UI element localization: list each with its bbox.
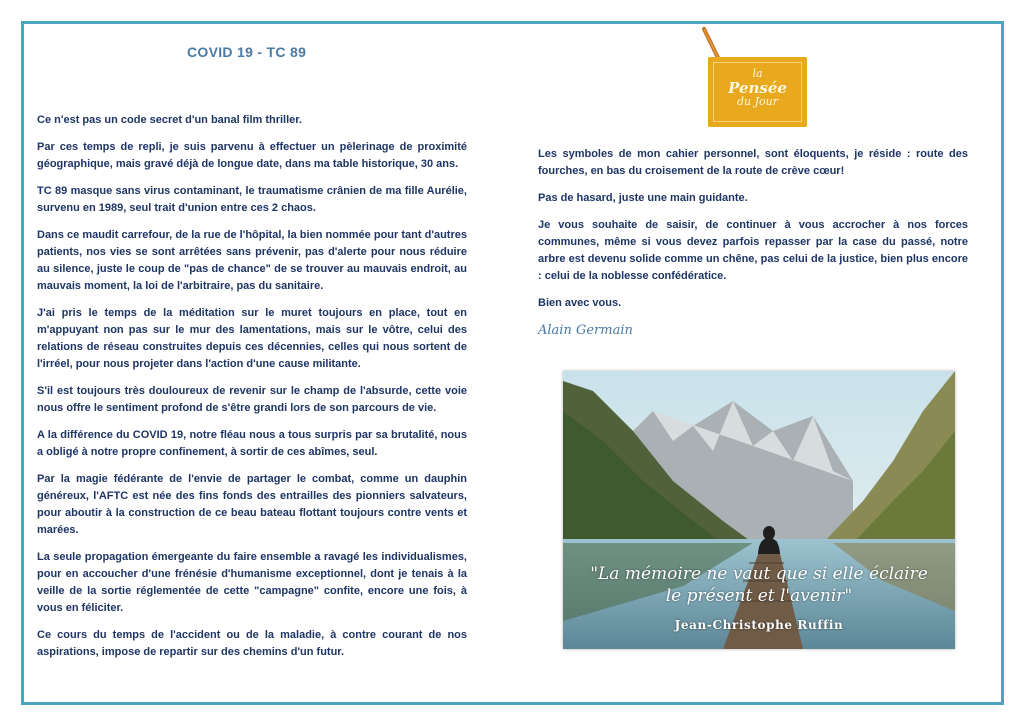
paragraph: Pas de hasard, juste une main guidante. — [538, 192, 748, 204]
paragraph: Dans ce maudit carrefour, de la rue de l'hôpital, la bien nommée pour tant d'autres patients, nos vies se sont arrêtées sans prévenir, pas d'alerte pour nous réduire au silence, juste le coup de "pas de chance" de se trouver au mauvais endroit, au mauvais moment, la loi de l'arbitraire, pas du sanitaire. — [37, 229, 467, 292]
pensee-du-jour-logo: la Pensée du Jour — [708, 57, 807, 127]
paragraph: Ce cours du temps de l'accident ou de la maladie, à contre courant de nos aspirations, impose de repartir sur des chemins d'un futur. — [37, 629, 467, 658]
paragraph: J'ai pris le temps de la méditation sur le muret toujours en place, tout en m'appuyant non pas sur le mur des lamentations, mais sur le vôtre, celui des relations de réseau construites depuis ces décennies, celles qui nous sortent de l'irréel, pour nous projeter dans l'action d'une cause militante. — [37, 307, 467, 370]
paragraph: A la différence du COVID 19, notre fléau nous a tous surpris par sa brutalité, nous a obligé à notre propre confinement, à sortir de ces abîmes, seul. — [37, 429, 467, 458]
paragraph: Les symboles de mon cahier personnel, sont éloquents, je réside : route des fourches, en bas du croisement de la route de crève cœur! — [538, 148, 968, 177]
page-title: COVID 19 - TC 89 — [187, 44, 307, 60]
paragraph: Par la magie fédérante de l'envie de partager le combat, comme un dauphin généreux, l'AFTC est née des fins fonds des entrailles des pionniers salvateurs, pour aboutir à la construction de ce beau bateau flottant toujours contre vents et marées. — [37, 473, 467, 536]
quote-author: Jean-Christophe Ruffin — [674, 618, 844, 632]
paragraph: S'il est toujours très douloureux de revenir sur le champ de l'absurde, cette voie nous offre le sentiment profond de s'être grandi lors de son parcours de vie. — [37, 385, 467, 414]
quote-photo — [563, 371, 955, 649]
right-column — [538, 146, 968, 339]
signature: Alain Germain — [538, 323, 633, 338]
lake-landscape-image — [563, 371, 955, 649]
left-column — [37, 112, 467, 671]
paragraph: Bien avec vous. — [538, 297, 622, 309]
paragraph: Par ces temps de repli, je suis parvenu à effectuer un pèlerinage de proximité géographique, mais gravé déjà de longue date, dans ma table historique, 30 ans. — [37, 141, 467, 170]
paragraph: Je vous souhaite de saisir, de continuer à vous accrocher à nos forces communes, même si vous devez parfois repasser par la case du passé, notre arbre est devenu solide comme un chêne, pas celui de la justice, bien plus encore : celui de la noblesse confédératice. — [538, 219, 968, 282]
paragraph: La seule propagation émergeante du faire ensemble a ravagé les individualismes, pour en accoucher d'une frénésie d'humanisme exceptionnel, dont je tenais à la veille de la sortie réglementée de cette "campagne" confite, encore une fois, à vous en féliciter. — [37, 551, 467, 614]
paragraph: TC 89 masque sans virus contaminant, le traumatisme crânien de ma fille Aurélie, survenu en 1989, seul trait d'union entre ces 2 chaos. — [37, 185, 467, 214]
quote-text: "La mémoire ne vaut que si elle éclaire le présent et l'avenir" — [590, 564, 928, 606]
paragraph: Ce n'est pas un code secret d'un banal film thriller. — [37, 114, 303, 126]
